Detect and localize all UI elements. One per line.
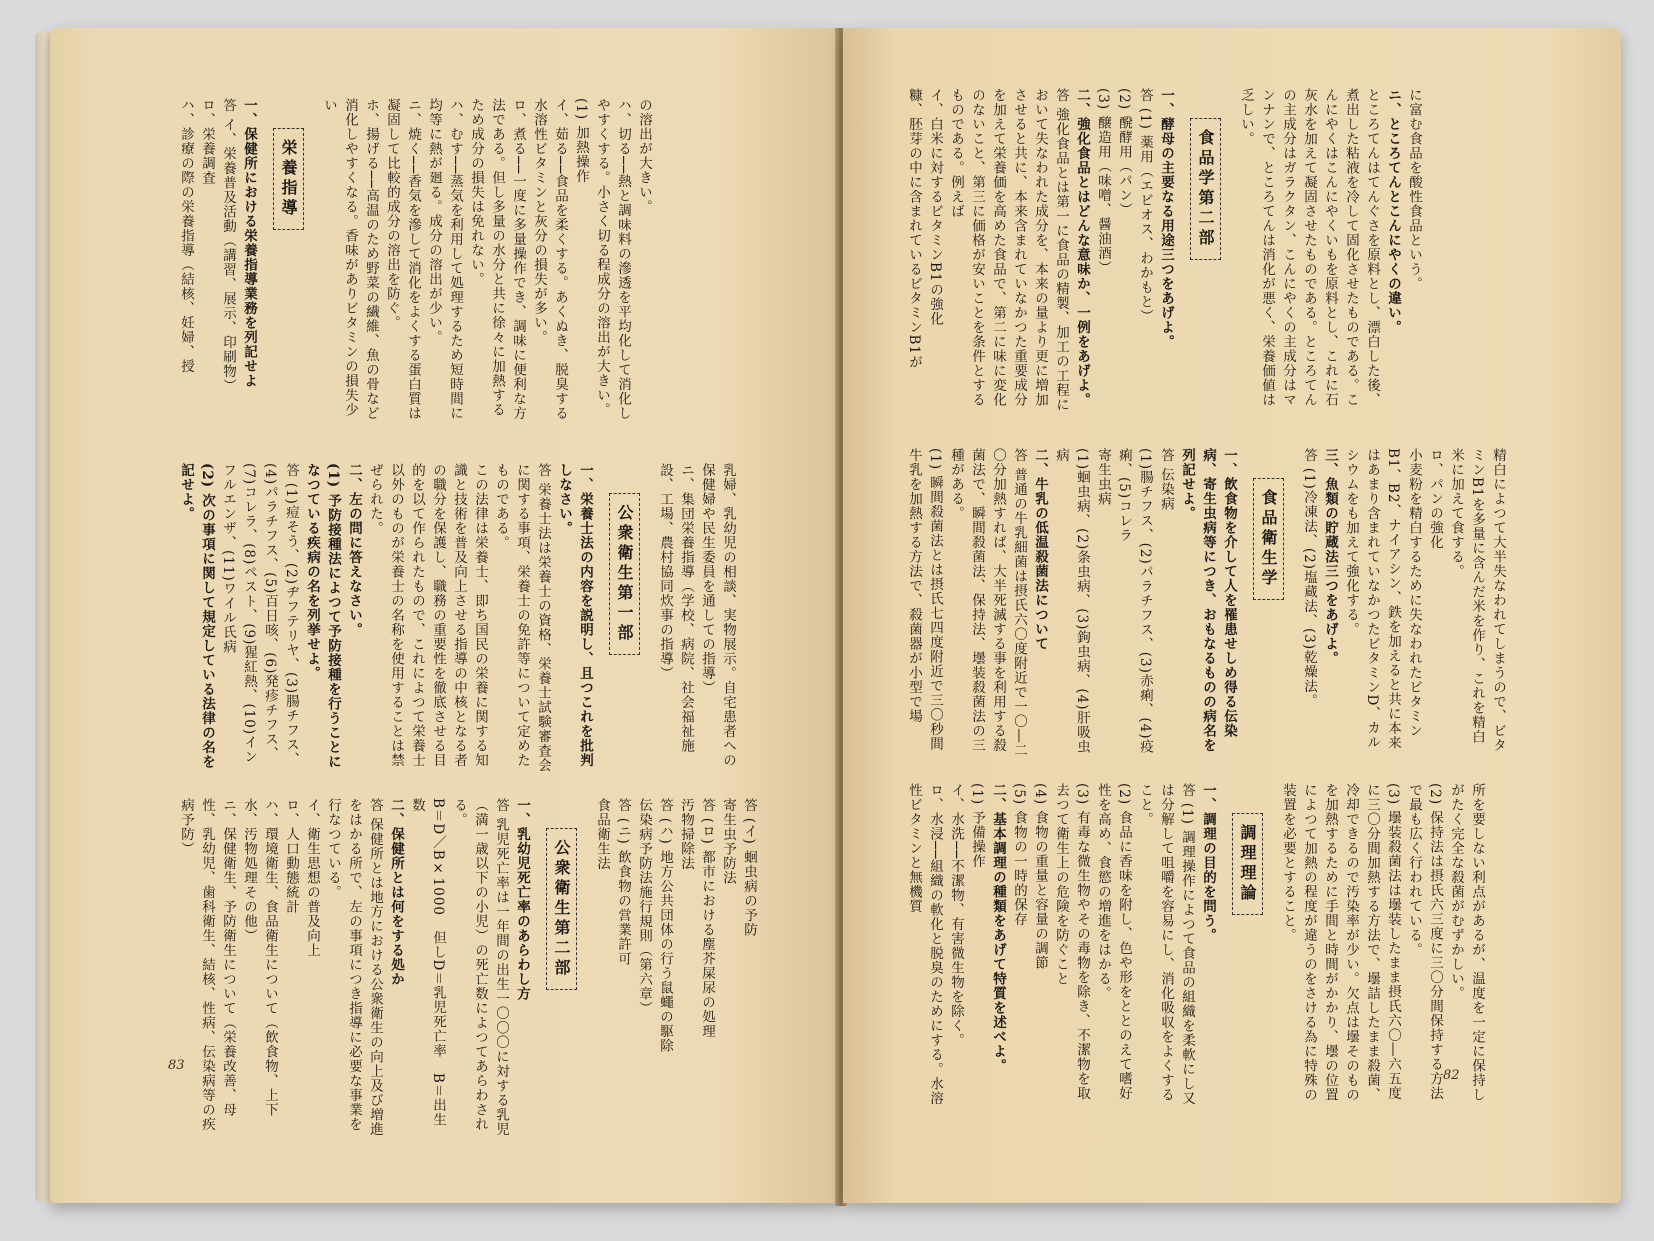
right-middle-column	[903, 448, 1508, 758]
text-line: 所を要しない利点があるが、温度を一定に保持しがたく完全な殺菌がむずかしい。	[1448, 783, 1485, 1102]
left-bottom-column	[175, 798, 759, 1138]
text-line: この法律は栄養士、即ち国民の栄養に関する知識と技術を普及向上させる指導の中核となる者の職分を保護し、職務の重要性を徹底させる目的を以て作られたもので、これによつて栄養士以外のものが栄養士の名称を使用することは禁ぜられた。	[367, 463, 488, 768]
text-line: (1)腸チフス、(2)パラチフス、(3)赤痢、(4)疫痢、(5)コレラ	[1116, 448, 1153, 754]
text-line: イ、茹る──食品を柔くする。あくぬき、脱臭する水溶性ビタミンと灰分の損失が多い。	[531, 98, 568, 421]
text-line: 答 イ、栄養普及活動（講習、展示、印刷物）	[220, 98, 236, 394]
text-line: ロ、水浸──組織の軟化と脱臭のためにする。水溶性ビタミンと無機質	[906, 783, 943, 1106]
text-line: 答 (イ) 蛔虫病の予防	[741, 798, 757, 938]
text-line: (4) 食物の重量と容量の調節	[1032, 783, 1048, 970]
text-line: 答 伝染病	[1158, 448, 1174, 512]
text-line: 答 (1) 薬用（エビオス、わかもと）	[1137, 88, 1153, 324]
text-line: 答 (1)冷凍法、(2)塩蔵法、(3)乾燥法。	[1301, 448, 1317, 709]
question: ニ、ところてんとこんにやくの違い。	[1385, 88, 1401, 335]
right-top-column	[903, 88, 1424, 418]
text-line: 答 (1) 調理操作によつて食品の組織を柔軟にし又は分解して咀嚼を容易にし、消化吸収をよくすること。	[1137, 783, 1195, 1106]
section-heading: 公衆衛生第二部	[546, 828, 577, 990]
question: 一、調理の目的を問う。	[1200, 783, 1216, 943]
text-line: イ、衛生思想の普及向上	[304, 798, 320, 958]
question: 一、栄養士法の内容を説明し、且つこれを批判しなさい。	[556, 463, 593, 768]
question: 二、牛乳の低温殺菌法について	[1032, 448, 1048, 651]
text-line: ハ、診療の際の栄養指導（結核、妊婦、授	[178, 98, 194, 374]
text-line: 答 乳児死亡率は一年間の出生一〇〇〇に対する乳児（満一歳以下の小児）の死亡数によつてあらわされる。	[451, 798, 509, 1137]
text-line: 答 (1)痘そう、(2)ヂフテリヤ、(3)腸チフス、(4)パラチフス、(5)百日咳、(6)発疹チフス、(7)コレラ、(8)ペスト、(9)猩紅熱、(10)インフルエンザ、(11)ワイル氏病	[220, 463, 299, 767]
left-top-column	[175, 98, 654, 428]
text-line: ロ、人口動態統計	[283, 798, 299, 914]
text-line: ハ、切る──熱と調味料の滲透を平均化して消化しやすくする。小さく切る程成分の溶出が大きい。	[594, 98, 631, 421]
question: 二、左の問に答えなさい。	[346, 463, 362, 637]
text-line: 伝染病予防法施行規則（第六章）	[636, 798, 652, 1016]
text-line: 答 普通の牛乳細菌は摂氏六〇度附近で一〇―二〇分加熱すれば、大半死滅する事を利用する殺菌法で、瞬間殺菌法、保持法、壜装殺菌法の三種がある。	[948, 448, 1027, 758]
text-line: 小麦粉を精白するために失なわれたビタミンB1、B2、ナイアシン、鉄を加えると共に本来はあまり含まれていなかつたビタミンD、カルシウムをも加えて強化する。	[1343, 448, 1422, 751]
text-line: (2) 食品に香味を附し、色や形をととのえて嗜好性を高め、食慾の増進をはかる。	[1095, 783, 1132, 1101]
text-line: (1) 加熱操作	[573, 98, 589, 184]
question: 二、保健所とは何をする処か	[388, 798, 404, 987]
text-line: 寄生虫病	[1095, 448, 1111, 506]
text-line: (2) 醗酵用（パン）	[1116, 88, 1132, 217]
right-page	[843, 28, 1621, 1203]
text-line: (3) 壜装殺菌法は壜装したまま摂氏六〇―六五度に三〇分間加熱する方法で、壜詰したまま殺菌、冷却できるので汚染率が少い。欠点は壜そのものを加熱するために手間と時間がかかり、壜の位置によつて加熱の程度が違うのをさける為に特殊の装置を必要とすること。	[1280, 783, 1401, 1102]
page-number: 83	[168, 1058, 185, 1073]
text-line: (2) 保持法は摂氏六三度に三〇分間保持する方法で最も広く行われている。	[1406, 783, 1443, 1101]
text-line: イ、水洗──不潔物、有害微生物を除く。	[948, 783, 964, 1048]
text-line: 答 強化食品とは第一に食品の精製、加工の工程において失なわれた成分を、本来の量より更に増加させると共に、本来含まれていなかつた重要成分を加えて栄養価を高めた食品で、第二に味に変化のないこと、第三に価格が安いことを条件とするものである。例えば	[948, 88, 1069, 413]
text-line: に富む食品を酸性食品という。	[1406, 88, 1422, 291]
text-line: 答 (ロ) 都市における塵芥屎尿の処理	[699, 798, 715, 1039]
text-line: ロ、煮る──一度に多量操作でき、調味に便利な方法である。但し多量の水分と共に徐々に加熱するため成分の損失は免れない。	[468, 98, 526, 421]
question: 二、強化食品とはどんな意味か、一例をあげよ。	[1074, 88, 1090, 407]
text-line: 寄生虫予防法	[720, 798, 736, 885]
text-line: ニ、焼く──香気を滲して消化をよくする蛋白質は凝固して比較的成分の溶出を防ぐ。	[384, 98, 421, 421]
text-line: の溶出が大きい。	[636, 98, 652, 214]
page-number: 82	[1443, 1068, 1460, 1083]
section-heading: 栄養指導	[273, 128, 304, 230]
question: (1) 予防接種法によつて予防接種を行うことになつている疾病の名を列挙せよ。	[304, 463, 341, 770]
question: (2) 次の事項に関して規定している法律の名を記せよ。	[178, 463, 215, 770]
text-line: (5) 食物の一時的保存	[1011, 783, 1027, 927]
text-line: (3) 有毒な微生物やその毒物を除き、不潔物を取去つて衛生上の危険を防ぐこと	[1053, 783, 1090, 1101]
question: 二、基本調理の種類をあげて特質を述べよ。	[990, 783, 1006, 1073]
formula: B＝D／B×1000 但しD＝乳児死亡率 B＝出生数	[409, 798, 446, 1128]
question: 一、保健所における栄養指導業務を列記せよ	[241, 98, 257, 388]
text-line: 答 (ニ) 飲食物の営業許可	[615, 798, 631, 967]
question: 一、飲食物を介して人を罹患せしめ得る伝染病、寄生虫病等につき、おもなるものの病名を列記せよ。	[1179, 448, 1237, 753]
text-line: (1)蛔虫病、(2)条虫病、(3)鉤虫病、(4)肝吸虫病	[1053, 448, 1090, 754]
text-line: 答 (ハ) 地方公共団体の行う鼠蠅の駆除	[657, 798, 673, 1054]
text-line: 乳婦、乳幼児の相談、実物展示。自宅患者への保健婦や民生委員を通しての指導）	[699, 463, 736, 768]
text-line: 食品衛生法	[594, 798, 610, 871]
text-line: ロ、栄養調査	[199, 98, 215, 185]
section-heading: 食品衛生学	[1253, 478, 1284, 600]
text-line: 汚物掃除法	[678, 798, 694, 871]
text-line: 答 栄養士法は栄養士の資格、栄養士試験審査会に関する事項、栄養士の免許等について定めたものである。	[493, 463, 551, 773]
text-line: (1) 瞬間殺菌法とは摂氏七四度附近で三〇秒間牛乳を加熱する方法で、殺菌器が小型で場	[906, 448, 943, 751]
left-middle-column	[175, 463, 738, 773]
text-line: 糠、胚芽の中に含まれているビタミンB1が	[906, 88, 922, 370]
left-page	[50, 28, 840, 1203]
text-line: ロ、パンの強化	[1427, 448, 1443, 550]
section-heading: 食品学第二部	[1190, 118, 1221, 260]
text-line: (3) 醸造用（味噌、醤油酒）	[1095, 88, 1111, 275]
question: 三、魚類の貯蔵法三つをあげよ。	[1322, 448, 1338, 666]
section-heading: 調理理論	[1232, 813, 1263, 915]
question: 一、酵母の主要なる用途三つをあげよ。	[1158, 88, 1174, 349]
section-heading: 公衆衛生第一部	[609, 493, 640, 655]
text-line: ニ、集団栄養指導（学校、病院、社会福祉施設、工場、農村協同炊事の指導）	[657, 463, 694, 753]
right-bottom-column	[903, 783, 1487, 1113]
text-line: ニ、保健衛生、予防衛生について（栄養改善、母性、乳幼児、歯科衛生、結核、性病、伝染病等の疾病予防）	[178, 798, 236, 1132]
open-book	[35, 28, 1620, 1208]
text-line: ホ、揚げる──高温のため野菜の繊維、魚の骨など消化しやすくなる。香味がありビタミンの損失少い	[321, 98, 379, 421]
text-line: ハ、環境衛生、食品衛生について（飲食物、上下水、汚物処理その他）	[241, 798, 278, 1117]
text-line: ハ、むす──蒸気を利用して処理するため短時間に均等に熱が廻る。成分の溶出が少い。	[426, 98, 463, 421]
text-line: イ、白米に対するビタミンB1の強化	[927, 88, 943, 327]
text-line: 答 保健所とは地方における公衆衛生の向上及び増進をはかる所で、左の事項につき指導に必要な事業を行なつている。	[325, 798, 383, 1137]
text-line: 精白によつて大半失なわれてしまうので、ビタミンB1を多量に含んだ米を作り、これを精白米に加えて食する。	[1448, 448, 1506, 753]
question: 一、乳幼児死亡率のあらわし方	[514, 798, 530, 1001]
text-line: (1) 予備操作	[969, 783, 985, 869]
text-line: ところてんはてんぐさを原料とし、漂白した後、煮出した粘液を冷して固化させたものである。こんにやくはこんにやくいもを原料とし、これに石灰水を加えて凝固させたものである。ところてんの主成分はガラクタン、こんにやくの主成分はマンナンで、ところてんは消化が悪く、栄養価値は乏しい。	[1238, 88, 1380, 407]
